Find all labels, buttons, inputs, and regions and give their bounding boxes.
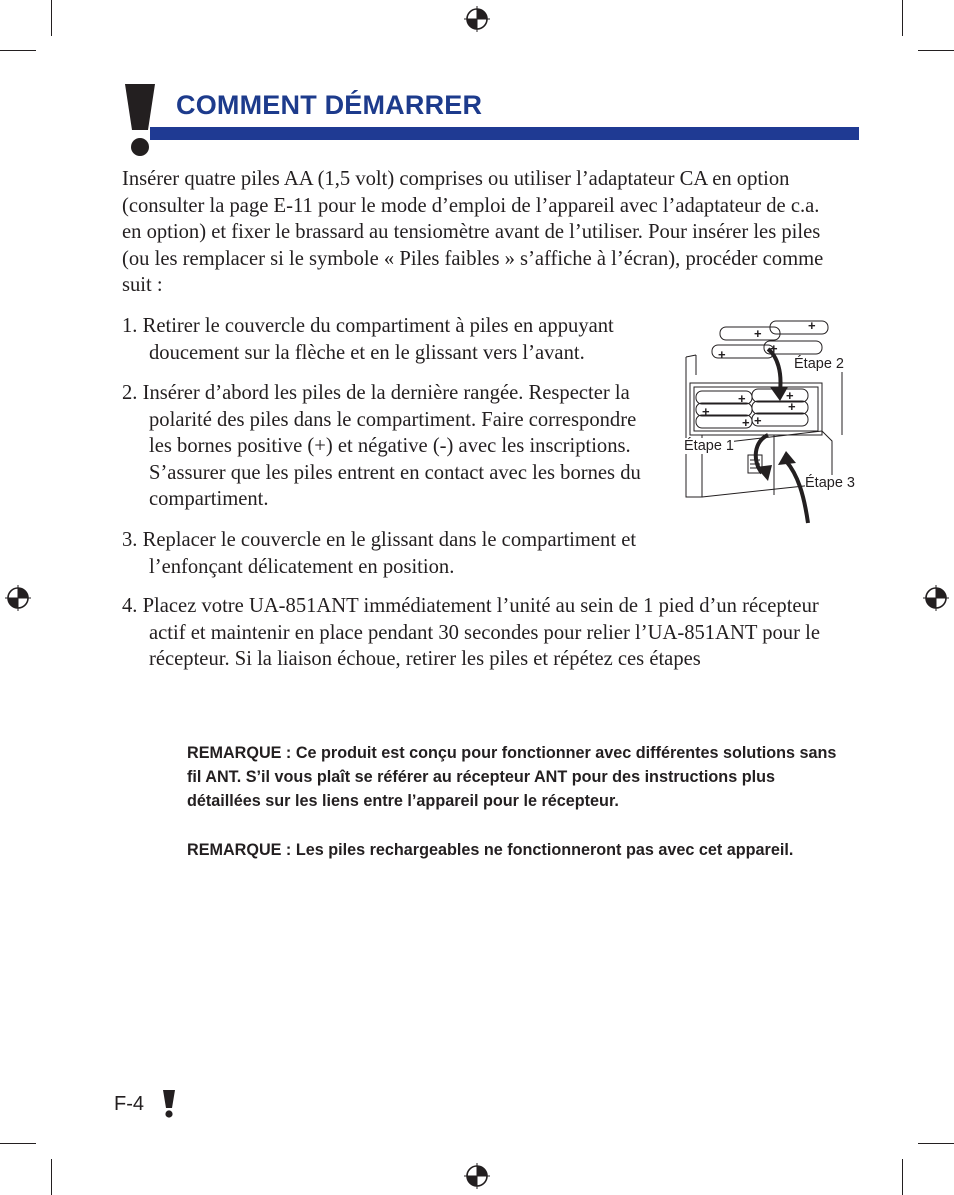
crop-mark bbox=[51, 1159, 52, 1195]
exclamation-icon bbox=[122, 84, 158, 158]
page-number: F-4 bbox=[114, 1093, 144, 1115]
figure-label-step-2: Étape 2 bbox=[794, 356, 844, 372]
note-rechargeable-batteries: REMARQUE : Les piles rechargeables ne fonctionneront pas avec cet appareil. bbox=[187, 841, 794, 859]
battery-compartment-illustration bbox=[682, 315, 862, 525]
registration-mark-icon bbox=[4, 584, 32, 612]
svg-text:+: + bbox=[754, 413, 762, 428]
battery-compartment-drawing bbox=[682, 315, 862, 525]
svg-text:+: + bbox=[808, 318, 816, 333]
step-1: 1. Retirer le couvercle du compartiment à piles en appuyant doucement sur la flèche et en le glissant vers l’avant. bbox=[122, 315, 614, 364]
step-4: 4. Placez votre UA-851ANT immédiatement l’unité au sein de 1 pied d’un récepteur actif et maintenir en place pendant 30 secondes pour relier l’UA-851ANT pour le récepteur. Si la liaison échoue, retirer les piles et répétez ces étapes bbox=[122, 595, 820, 671]
svg-text:+: + bbox=[754, 326, 762, 341]
exclamation-icon bbox=[162, 1090, 176, 1118]
step-2: 2. Insérer d’abord les piles de la dernière rangée. Respecter la polarité des piles dans le compartiment. Faire correspondre les bornes positive (+) et négative (-) avec les inscriptions. S’assurer que les piles entrent en contact avec les bornes du compartiment. bbox=[122, 382, 641, 511]
registration-mark-icon bbox=[463, 1162, 491, 1190]
figure-label-step-3: Étape 3 bbox=[805, 475, 855, 491]
svg-text:+: + bbox=[788, 399, 796, 414]
svg-text:+: + bbox=[718, 347, 726, 362]
svg-text:+: + bbox=[702, 404, 710, 419]
svg-text:+: + bbox=[786, 388, 794, 403]
section-title: COMMENT DÉMARRER bbox=[176, 90, 483, 120]
svg-text:+: + bbox=[770, 341, 778, 356]
svg-text:+: + bbox=[742, 415, 750, 430]
note-ant-wireless: REMARQUE : Ce produit est conçu pour fonctionner avec différentes solutions sans fil ANT. S’il vous plaît se référer au récepteur ANT pour des instructions plus détaillées sur les liens entre l’appareil pour le récepteur. bbox=[187, 744, 837, 810]
crop-mark bbox=[902, 0, 903, 36]
crop-mark bbox=[51, 0, 52, 36]
intro-paragraph: Insérer quatre piles AA (1,5 volt) comprises ou utiliser l’adaptateur CA en option (consulter la page E-11 pour le mode d’emploi de l’appareil avec l’adaptateur de c.a. en option) et fixer le brassard au tensiomètre avant de l’utiliser. Pour insérer les piles (ou les remplacer si le symbole « Piles faibles » s’affiche à l’écran), procéder comme suit : bbox=[122, 168, 824, 297]
figure-label-step-1: Étape 1 bbox=[684, 438, 734, 454]
crop-mark bbox=[0, 50, 36, 51]
svg-text:+: + bbox=[738, 391, 746, 406]
title-underline-bar bbox=[150, 127, 859, 140]
registration-mark-icon bbox=[463, 5, 491, 33]
step-3: 3. Replacer le couvercle en le glissant dans le compartiment et l’enfonçant délicatement en position. bbox=[122, 529, 637, 578]
crop-mark bbox=[918, 1143, 954, 1144]
crop-mark bbox=[902, 1159, 903, 1195]
crop-mark bbox=[918, 50, 954, 51]
registration-mark-icon bbox=[922, 584, 950, 612]
crop-mark bbox=[0, 1143, 36, 1144]
